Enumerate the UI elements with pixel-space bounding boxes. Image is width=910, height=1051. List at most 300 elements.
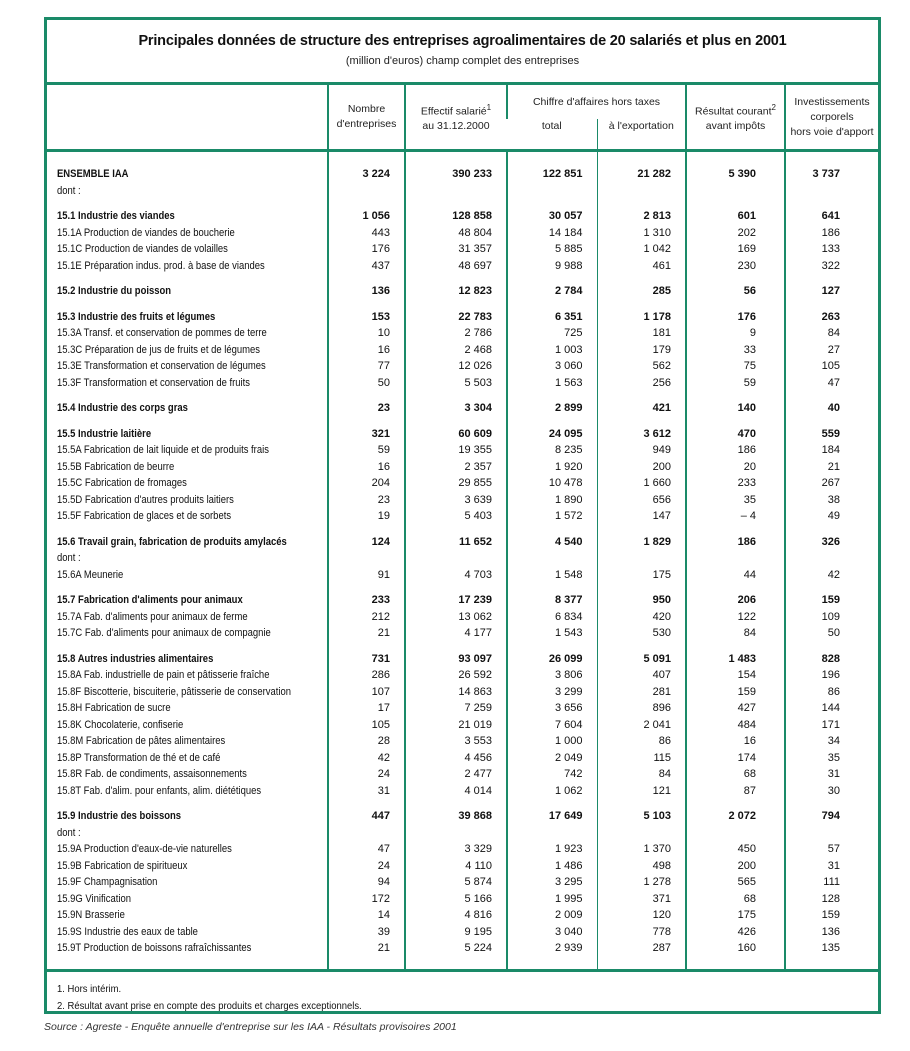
- cell-nombre: 105: [328, 717, 405, 734]
- row-label: 15.7A Fab. d'aliments pour animaux de ferme: [57, 610, 248, 623]
- row-label: ENSEMBLE IAA: [57, 168, 129, 180]
- cell-nombre: 153: [328, 309, 405, 326]
- cell-resultat: 601: [686, 208, 785, 225]
- cell-ca-export: 121: [597, 783, 686, 800]
- cell-ca-export: [597, 183, 686, 200]
- cell-nombre: 16: [328, 459, 405, 476]
- cell-resultat: [686, 642, 785, 651]
- cell-ca-export: 1 278: [597, 874, 686, 891]
- cell-effectif: 19 355: [405, 442, 507, 459]
- cell-resultat: [686, 199, 785, 208]
- row-label: 15.2 Industrie du poisson: [57, 285, 172, 297]
- cell-effectif: [405, 199, 507, 208]
- row-label: dont :: [57, 184, 81, 197]
- cell-investissements: [785, 957, 878, 969]
- cell-ca-total: [507, 825, 597, 842]
- cell-ca-total: [507, 151, 597, 167]
- header-label-column: [47, 85, 328, 151]
- table-row: [47, 492, 878, 509]
- cell-ca-total: 7 604: [507, 717, 597, 734]
- cell-nombre: [328, 417, 405, 426]
- cell-nombre: 3 224: [328, 166, 405, 183]
- cell-effectif: 93 097: [405, 651, 507, 668]
- cell-ca-total: 3 060: [507, 358, 597, 375]
- cell-nombre: 91: [328, 567, 405, 584]
- row-label: 15.6A Meunerie: [57, 568, 124, 581]
- cell-ca-export: [597, 525, 686, 534]
- row-label: 15.8A Fab. industrielle de pain et pâtisserie fraîche: [57, 669, 270, 681]
- cell-ca-export: 461: [597, 258, 686, 275]
- cell-ca-export: [597, 825, 686, 842]
- cell-resultat: 44: [686, 567, 785, 584]
- cell-nombre: 94: [328, 874, 405, 891]
- cell-effectif: [405, 799, 507, 808]
- row-label: [47, 151, 328, 167]
- row-label: 15.8M Fabrication de pâtes alimentaires: [57, 735, 226, 747]
- cell-resultat: 122: [686, 609, 785, 626]
- cell-nombre: 24: [328, 858, 405, 875]
- cell-effectif: 13 062: [405, 609, 507, 626]
- cell-ca-export: 778: [597, 924, 686, 941]
- cell-investissements: 196: [785, 667, 878, 684]
- header-nombre: Nombre d'entreprises: [328, 85, 405, 151]
- cell-ca-total: 1 890: [507, 492, 597, 509]
- row-label: [47, 391, 328, 400]
- cell-effectif: 11 652: [405, 534, 507, 551]
- cell-resultat: 20: [686, 459, 785, 476]
- row-label: dont :: [57, 552, 81, 564]
- cell-ca-export: 287: [597, 940, 686, 957]
- cell-investissements: [785, 151, 878, 167]
- cell-ca-total: 1 003: [507, 342, 597, 359]
- cell-nombre: [328, 957, 405, 969]
- cell-resultat: 565: [686, 874, 785, 891]
- row-label: [47, 583, 328, 592]
- cell-ca-export: 175: [597, 567, 686, 584]
- row-label: 15.9N Brasserie: [57, 909, 125, 921]
- cell-nombre: 204: [328, 475, 405, 492]
- group-row: [47, 166, 878, 183]
- cell-ca-total: 3 295: [507, 874, 597, 891]
- cell-ca-export: 1 660: [597, 475, 686, 492]
- cell-resultat: [686, 183, 785, 200]
- row-label: [47, 274, 328, 283]
- cell-ca-total: 1 548: [507, 567, 597, 584]
- cell-investissements: 267: [785, 475, 878, 492]
- spacer-row: [47, 391, 878, 400]
- dont-row: [47, 550, 878, 567]
- cell-ca-export: [597, 957, 686, 969]
- cell-effectif: 21 019: [405, 717, 507, 734]
- cell-nombre: 17: [328, 700, 405, 717]
- table-row: [47, 940, 878, 957]
- cell-ca-total: 1 572: [507, 508, 597, 525]
- cell-effectif: 7 259: [405, 700, 507, 717]
- cell-ca-export: 1 310: [597, 225, 686, 242]
- table-row: [47, 342, 878, 359]
- cell-ca-total: 1 923: [507, 841, 597, 858]
- row-label: [47, 799, 328, 808]
- cell-resultat: 59: [686, 375, 785, 392]
- cell-ca-export: 1 178: [597, 309, 686, 326]
- table-row: [47, 325, 878, 342]
- cell-nombre: 233: [328, 592, 405, 609]
- cell-ca-total: 2 899: [507, 400, 597, 417]
- cell-effectif: 4 816: [405, 907, 507, 924]
- cell-ca-export: 949: [597, 442, 686, 459]
- cell-investissements: 21: [785, 459, 878, 476]
- spacer-row: [47, 642, 878, 651]
- cell-resultat: 470: [686, 426, 785, 443]
- cell-effectif: [405, 274, 507, 283]
- cell-ca-total: [507, 199, 597, 208]
- cell-ca-export: [597, 151, 686, 167]
- cell-ca-export: 147: [597, 508, 686, 525]
- cell-ca-total: 122 851: [507, 166, 597, 183]
- row-label: 15.5B Fabrication de beurre: [57, 460, 175, 473]
- cell-effectif: 26 592: [405, 667, 507, 684]
- table-row: [47, 442, 878, 459]
- cell-effectif: 12 823: [405, 283, 507, 300]
- cell-investissements: 40: [785, 400, 878, 417]
- cell-nombre: [328, 199, 405, 208]
- dont-row: [47, 183, 878, 200]
- header-resultat: Résultat courant$^2$ avant impôts: [686, 85, 785, 151]
- cell-resultat: 1 483: [686, 651, 785, 668]
- cell-ca-total: 1 563: [507, 375, 597, 392]
- header-ca-export: à l'exportation: [597, 119, 686, 151]
- cell-effectif: [405, 417, 507, 426]
- cell-ca-export: [597, 199, 686, 208]
- cell-ca-export: 421: [597, 400, 686, 417]
- spacer-row: [47, 300, 878, 309]
- cell-investissements: 136: [785, 924, 878, 941]
- table-row: [47, 625, 878, 642]
- group-row: [47, 651, 878, 668]
- cell-resultat: 2 072: [686, 808, 785, 825]
- cell-effectif: [405, 525, 507, 534]
- cell-ca-total: 8 377: [507, 592, 597, 609]
- cell-resultat: 202: [686, 225, 785, 242]
- cell-ca-export: 21 282: [597, 166, 686, 183]
- cell-effectif: 48 804: [405, 225, 507, 242]
- dont-row: [47, 825, 878, 842]
- cell-nombre: 124: [328, 534, 405, 551]
- cell-investissements: 128: [785, 891, 878, 908]
- row-label: 15.5C Fabrication de fromages: [57, 477, 187, 489]
- row-label: 15.8F Biscotterie, biscuiterie, pâtisserie de conservation: [57, 685, 291, 698]
- table-row: [47, 567, 878, 584]
- cell-investissements: [785, 274, 878, 283]
- row-label: 15.8K Chocolaterie, confiserie: [57, 718, 184, 731]
- cell-resultat: 206: [686, 592, 785, 609]
- cell-ca-export: 1 370: [597, 841, 686, 858]
- cell-investissements: 31: [785, 766, 878, 783]
- row-label: 15.1A Production de viandes de boucherie: [57, 226, 235, 239]
- row-label: 15.7 Fabrication d'aliments pour animaux: [57, 594, 243, 606]
- cell-ca-export: 656: [597, 492, 686, 509]
- cell-nombre: 286: [328, 667, 405, 684]
- cell-investissements: 828: [785, 651, 878, 668]
- cell-investissements: 326: [785, 534, 878, 551]
- cell-ca-export: 84: [597, 766, 686, 783]
- cell-nombre: 10: [328, 325, 405, 342]
- row-label: [47, 417, 328, 426]
- cell-effectif: 5 403: [405, 508, 507, 525]
- cell-effectif: 3 304: [405, 400, 507, 417]
- header-ca-total: total: [541, 120, 562, 132]
- spacer-row: [47, 957, 878, 969]
- cell-investissements: 84: [785, 325, 878, 342]
- cell-resultat: 35: [686, 492, 785, 509]
- table-row: [47, 241, 878, 258]
- cell-nombre: 77: [328, 358, 405, 375]
- table-row: [47, 750, 878, 767]
- cell-ca-export: [597, 274, 686, 283]
- cell-resultat: [686, 525, 785, 534]
- cell-nombre: 176: [328, 241, 405, 258]
- cell-resultat: 16: [686, 733, 785, 750]
- cell-ca-export: 3 612: [597, 426, 686, 443]
- table-row: [47, 766, 878, 783]
- cell-nombre: 437: [328, 258, 405, 275]
- cell-ca-total: [507, 799, 597, 808]
- cell-effectif: 4 110: [405, 858, 507, 875]
- cell-ca-export: 2 041: [597, 717, 686, 734]
- cell-ca-export: 371: [597, 891, 686, 908]
- cell-ca-total: [507, 957, 597, 969]
- cell-ca-export: 120: [597, 907, 686, 924]
- cell-nombre: 443: [328, 225, 405, 242]
- cell-resultat: 484: [686, 717, 785, 734]
- row-label: 15.8 Autres industries alimentaires: [57, 652, 214, 665]
- cell-effectif: [405, 300, 507, 309]
- cell-nombre: 212: [328, 609, 405, 626]
- cell-nombre: [328, 183, 405, 200]
- table-row: [47, 858, 878, 875]
- table-row: [47, 609, 878, 626]
- cell-effectif: 31 357: [405, 241, 507, 258]
- cell-ca-total: 3 299: [507, 684, 597, 701]
- cell-effectif: [405, 825, 507, 842]
- cell-nombre: 39: [328, 924, 405, 941]
- cell-ca-total: 24 095: [507, 426, 597, 443]
- row-label: [47, 525, 328, 534]
- cell-nombre: 24: [328, 766, 405, 783]
- row-label: 15.1 Industrie des viandes: [57, 210, 175, 222]
- cell-effectif: 14 863: [405, 684, 507, 701]
- cell-investissements: 322: [785, 258, 878, 275]
- cell-effectif: [405, 583, 507, 592]
- header-effectif: Effectif salarié$^1$ au 31.12.2000: [405, 85, 507, 151]
- row-label: 15.9 Industrie des boissons: [57, 810, 182, 822]
- cell-ca-total: [507, 550, 597, 567]
- cell-resultat: 230: [686, 258, 785, 275]
- table-row: [47, 783, 878, 800]
- table-row: [47, 459, 878, 476]
- table-row: [47, 891, 878, 908]
- cell-nombre: 31: [328, 783, 405, 800]
- cell-resultat: 186: [686, 534, 785, 551]
- row-label: 15.5D Fabrication d'autres produits laitiers: [57, 493, 234, 506]
- cell-investissements: 42: [785, 567, 878, 584]
- spacer-row: [47, 525, 878, 534]
- cell-investissements: 109: [785, 609, 878, 626]
- cell-resultat: 176: [686, 309, 785, 326]
- cell-resultat: – 4: [686, 508, 785, 525]
- cell-ca-export: [597, 391, 686, 400]
- cell-effectif: 12 026: [405, 358, 507, 375]
- cell-nombre: [328, 642, 405, 651]
- cell-nombre: 42: [328, 750, 405, 767]
- cell-effectif: 5 503: [405, 375, 507, 392]
- cell-resultat: [686, 417, 785, 426]
- cell-ca-export: 256: [597, 375, 686, 392]
- row-label: 15.5F Fabrication de glaces et de sorbets: [57, 510, 232, 522]
- spacer-row: [47, 417, 878, 426]
- cell-ca-export: 530: [597, 625, 686, 642]
- cell-ca-export: 5 091: [597, 651, 686, 668]
- cell-effectif: [405, 183, 507, 200]
- cell-investissements: 30: [785, 783, 878, 800]
- cell-effectif: 2 477: [405, 766, 507, 783]
- cell-effectif: [405, 957, 507, 969]
- row-label: 15.8T Fab. d'alim. pour enfants, alim. diététiques: [57, 784, 262, 797]
- table-row: [47, 475, 878, 492]
- cell-ca-total: [507, 525, 597, 534]
- cell-resultat: 33: [686, 342, 785, 359]
- cell-effectif: 29 855: [405, 475, 507, 492]
- cell-investissements: 127: [785, 283, 878, 300]
- cell-ca-total: 1 000: [507, 733, 597, 750]
- data-table-frame: [44, 17, 881, 1014]
- cell-nombre: 47: [328, 841, 405, 858]
- cell-resultat: 426: [686, 924, 785, 941]
- cell-nombre: 136: [328, 283, 405, 300]
- row-label: 15.3 Industrie des fruits et légumes: [57, 310, 216, 323]
- cell-investissements: [785, 391, 878, 400]
- cell-ca-export: 86: [597, 733, 686, 750]
- cell-nombre: [328, 525, 405, 534]
- cell-nombre: 59: [328, 442, 405, 459]
- cell-effectif: 2 357: [405, 459, 507, 476]
- cell-investissements: 3 737: [785, 166, 878, 183]
- cell-investissements: 35: [785, 750, 878, 767]
- cell-investissements: 31: [785, 858, 878, 875]
- table-body: [47, 151, 878, 969]
- cell-ca-total: 6 834: [507, 609, 597, 626]
- cell-investissements: 135: [785, 940, 878, 957]
- row-label: 15.8P Transformation de thé et de café: [57, 751, 221, 764]
- cell-resultat: 233: [686, 475, 785, 492]
- row-label: 15.3A Transf. et conservation de pommes de terre: [57, 327, 267, 339]
- cell-ca-export: 281: [597, 684, 686, 701]
- cell-investissements: 559: [785, 426, 878, 443]
- cell-ca-total: [507, 300, 597, 309]
- header-chiffre-affaires: Chiffre d'affaires hors taxes: [507, 85, 686, 119]
- cell-investissements: 159: [785, 592, 878, 609]
- cell-effectif: 9 195: [405, 924, 507, 941]
- cell-resultat: [686, 957, 785, 969]
- cell-nombre: 731: [328, 651, 405, 668]
- cell-nombre: 23: [328, 492, 405, 509]
- cell-investissements: 171: [785, 717, 878, 734]
- table-title: Principales données de structure des entreprises agroalimentaires de 20 salariés et plus en 2001: [138, 33, 787, 49]
- cell-ca-export: [597, 550, 686, 567]
- cell-ca-export: 5 103: [597, 808, 686, 825]
- cell-nombre: [328, 583, 405, 592]
- cell-ca-total: 2 784: [507, 283, 597, 300]
- cell-ca-total: [507, 391, 597, 400]
- cell-resultat: 186: [686, 442, 785, 459]
- cell-investissements: 144: [785, 700, 878, 717]
- cell-ca-export: 200: [597, 459, 686, 476]
- cell-ca-total: [507, 417, 597, 426]
- row-label: 15.9B Fabrication de spiritueux: [57, 859, 188, 872]
- cell-resultat: 9: [686, 325, 785, 342]
- group-row: [47, 208, 878, 225]
- cell-resultat: 68: [686, 766, 785, 783]
- table-title-area: [47, 20, 878, 85]
- cell-ca-export: 950: [597, 592, 686, 609]
- cell-resultat: 68: [686, 891, 785, 908]
- cell-effectif: 3 639: [405, 492, 507, 509]
- cell-investissements: 50: [785, 625, 878, 642]
- cell-ca-export: 407: [597, 667, 686, 684]
- row-label: 15.9A Production d'eaux-de-vie naturelles: [57, 843, 232, 855]
- data-table: [47, 85, 878, 969]
- table-row: [47, 358, 878, 375]
- cell-resultat: [686, 799, 785, 808]
- cell-ca-total: 1 995: [507, 891, 597, 908]
- cell-investissements: 263: [785, 309, 878, 326]
- cell-ca-export: 115: [597, 750, 686, 767]
- cell-investissements: 641: [785, 208, 878, 225]
- cell-effectif: 4 456: [405, 750, 507, 767]
- table-row: [47, 841, 878, 858]
- cell-ca-total: 5 885: [507, 241, 597, 258]
- row-label: 15.3F Transformation et conservation de fruits: [57, 376, 250, 389]
- table-row: [47, 667, 878, 684]
- cell-investissements: 86: [785, 684, 878, 701]
- table-row: [47, 375, 878, 392]
- cell-ca-total: [507, 642, 597, 651]
- cell-ca-export: 896: [597, 700, 686, 717]
- cell-ca-total: [507, 183, 597, 200]
- cell-ca-total: 30 057: [507, 208, 597, 225]
- cell-ca-total: 10 478: [507, 475, 597, 492]
- cell-nombre: [328, 550, 405, 567]
- cell-ca-total: 6 351: [507, 309, 597, 326]
- cell-effectif: 3 553: [405, 733, 507, 750]
- cell-nombre: 21: [328, 940, 405, 957]
- cell-effectif: 22 783: [405, 309, 507, 326]
- cell-nombre: 21: [328, 625, 405, 642]
- row-label: 15.6 Travail grain, fabrication de produits amylacés: [57, 535, 287, 548]
- cell-resultat: [686, 151, 785, 167]
- cell-effectif: 48 697: [405, 258, 507, 275]
- cell-investissements: 57: [785, 841, 878, 858]
- cell-ca-total: 3 040: [507, 924, 597, 941]
- cell-resultat: 140: [686, 400, 785, 417]
- cell-ca-total: 1 062: [507, 783, 597, 800]
- cell-resultat: 160: [686, 940, 785, 957]
- cell-nombre: 50: [328, 375, 405, 392]
- cell-ca-total: 1 920: [507, 459, 597, 476]
- table-row: [47, 258, 878, 275]
- cell-ca-export: [597, 642, 686, 651]
- row-label: [47, 957, 328, 969]
